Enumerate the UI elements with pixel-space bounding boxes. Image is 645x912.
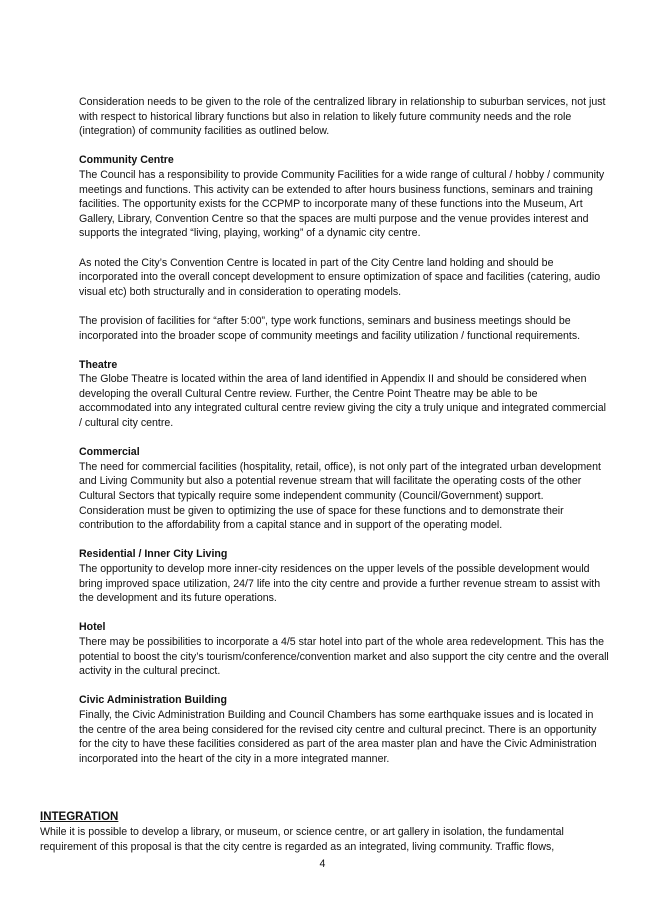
integration-paragraph: While it is possible to develop a library, or museum, or science centre, or art gallery in isolation, the fundamental requirement of this proposal is that the city centre is regarded as an integrated, living community. Traffic flows, (40, 826, 564, 853)
intro-paragraph: Consideration needs to be given to the role of the centralized library in relationship to suburban services, not just with respect to historical library functions but also in relation to likely future community needs and the role (integration) of community facilities as outlined below. (79, 96, 606, 138)
section-heading: Civic Administration Building (79, 694, 227, 707)
section-theatre (79, 358, 609, 431)
section-community-centre (79, 153, 609, 343)
section-heading: Residential / Inner City Living (79, 548, 228, 561)
paragraph: As noted the City’s Convention Centre is located in part of the City Centre land holding and should be incorporated into the overall concept development to ensure optimization of space and facilities (catering, audio visual etc) both structurally and in consideration to operating models. (79, 256, 601, 298)
section-heading: Community Centre (79, 154, 174, 167)
paragraph: The opportunity to develop more inner-city residences on the upper levels of the possible development would bring improved space utilization, 24/7 life into the city centre and provide a further revenue stream to assist with the development and its future operations. (79, 563, 601, 605)
paragraph: There may be possibilities to incorporate a 4/5 star hotel into part of the whole area redevelopment. This has the potential to boost the city’s tourism/conference/convention market and also support the city centre and the overall activity in the cultural precinct. (79, 635, 609, 678)
paragraph: The need for commercial facilities (hospitality, retail, office), is not only part of the integrated urban development and Living Community but also a potential revenue stream that will facilitate the operating costs of the other Cultural Sectors that typically require some independent community (Council/Government) support. Consideration must be given to optimizing the use of space for these functions and to demonstrate their contribution to the affordability from a capital stance and in support of the operating model. (79, 460, 601, 532)
paragraph: The Council has a responsibility to provide Community Facilities for a wide range of cultural / hobby / community meetings and functions. This activity can be extended to after hours business functions, seminars and training facilities. The opportunity exists for the CCPMP to incorporate many of these functions into the Museum, Art Gallery, Library, Convention Centre so that the spaces are multi purpose and the venue provides interest and supports the integrated “living, playing, working” of a dynamic city centre. (79, 168, 605, 240)
paragraph: The provision of facilities for “after 5:00”, type work functions, seminars and business meetings should be incorporated into the broader scope of community meetings and facility utilization / functional requirements. (79, 314, 581, 342)
integration-heading: INTEGRATION (40, 811, 119, 823)
integration-section (40, 810, 610, 854)
section-heading: Commercial (79, 446, 140, 459)
section-hotel (79, 620, 609, 678)
section-civic-administration (79, 693, 609, 766)
paragraph: Finally, the Civic Administration Building and Council Chambers has some earthquake issues and is located in the centre of the area being considered for the revised city centre and cultural precinct. There is an opportunity for the city to have these facilities considered as part of the area master plan and have the Civic Administration incorporated into the heart of the city in a more integrated manner. (79, 708, 597, 765)
section-commercial (79, 445, 609, 533)
section-heading: Hotel (79, 621, 106, 634)
section-heading: Theatre (79, 358, 118, 371)
paragraph: The Globe Theatre is located within the area of land identified in Appendix II and should be considered when developing the overall Cultural Centre review. Further, the Centre Point Theatre may be able to be accommodated into any integrated cultural centre review giving the city a truly unique and integrated commercial / cultural city centre. (79, 373, 607, 430)
body-content (79, 95, 609, 766)
page-number: 4 (319, 858, 326, 870)
section-residential (79, 547, 609, 605)
